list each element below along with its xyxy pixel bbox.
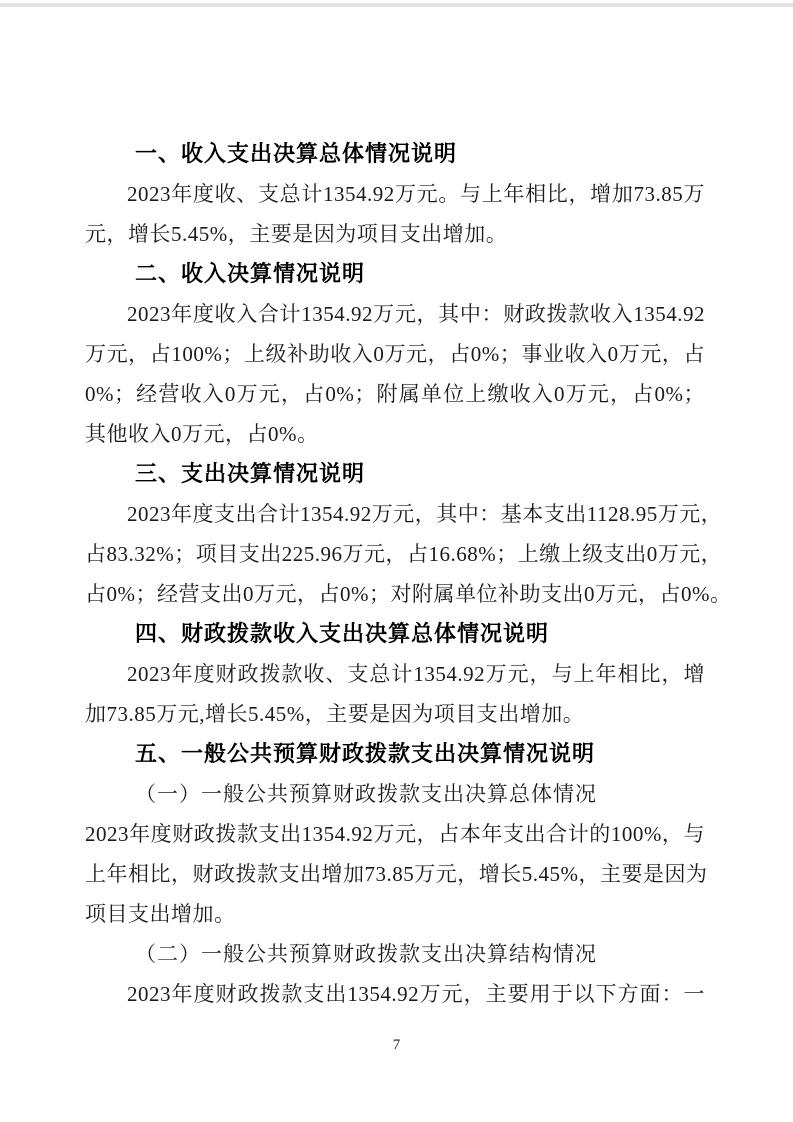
section-heading: 三、支出决算情况说明 [135,461,366,486]
scan-edge-artifact [0,3,793,7]
body-text-line: 占0%；经营支出0万元，占0%；对附属单位补助支出0万元，占0%。 [85,582,732,606]
body-text-line: 万元，占100%；上级补助收入0万元，占0%；事业收入0万元，占 [85,342,705,366]
page-number: 7 [392,1037,401,1053]
body-text-line: 2023年度收入合计1354.92万元，其中：财政拨款收入1354.92 [127,302,705,326]
sub-section-heading: （二）一般公共预算财政拨款支出决算结构情况 [135,942,597,966]
body-text-line: 2023年度支出合计1354.92万元，其中：基本支出1128.95万元， [127,502,723,526]
section-heading: 一、收入支出决算总体情况说明 [135,141,458,166]
body-text-line: 项目支出增加。 [85,902,236,926]
body-text-line: 加73.85万元,增长5.45%，主要是因为项目支出增加。 [85,702,585,726]
section-heading: 二、收入决算情况说明 [135,261,366,286]
body-text-line: 0%；经营收入0万元，占0%；附属单位上缴收入0万元，占0%； [85,382,705,406]
document-body [85,134,732,1014]
body-text-line: 2023年度财政拨款支出1354.92万元，主要用于以下方面：一 [127,982,705,1006]
sub-section-heading: （一）一般公共预算财政拨款支出决算总体情况 [135,782,597,806]
body-text-line: 上年相比，财政拨款支出增加73.85万元，增长5.45%，主要是因为 [85,862,708,886]
section-heading: 四、财政拨款收入支出决算总体情况说明 [135,621,550,646]
body-text-line: 2023年度收、支总计1354.92万元。与上年相比，增加73.85万 [127,182,705,206]
body-text-line: 其他收入0万元，占0%。 [85,422,319,446]
section-heading: 五、一般公共预算财政拨款支出决算情况说明 [135,741,596,766]
body-text-line: 占83.32%；项目支出225.96万元，占16.68%；上缴上级支出0万元， [85,542,723,566]
body-text-line: 2023年度财政拨款支出1354.92万元，占本年支出合计的100%，与 [85,822,705,846]
body-text-line: 2023年度财政拨款收、支总计1354.92万元，与上年相比，增 [127,662,705,686]
body-text-line: 元，增长5.45%，主要是因为项目支出增加。 [85,222,508,246]
